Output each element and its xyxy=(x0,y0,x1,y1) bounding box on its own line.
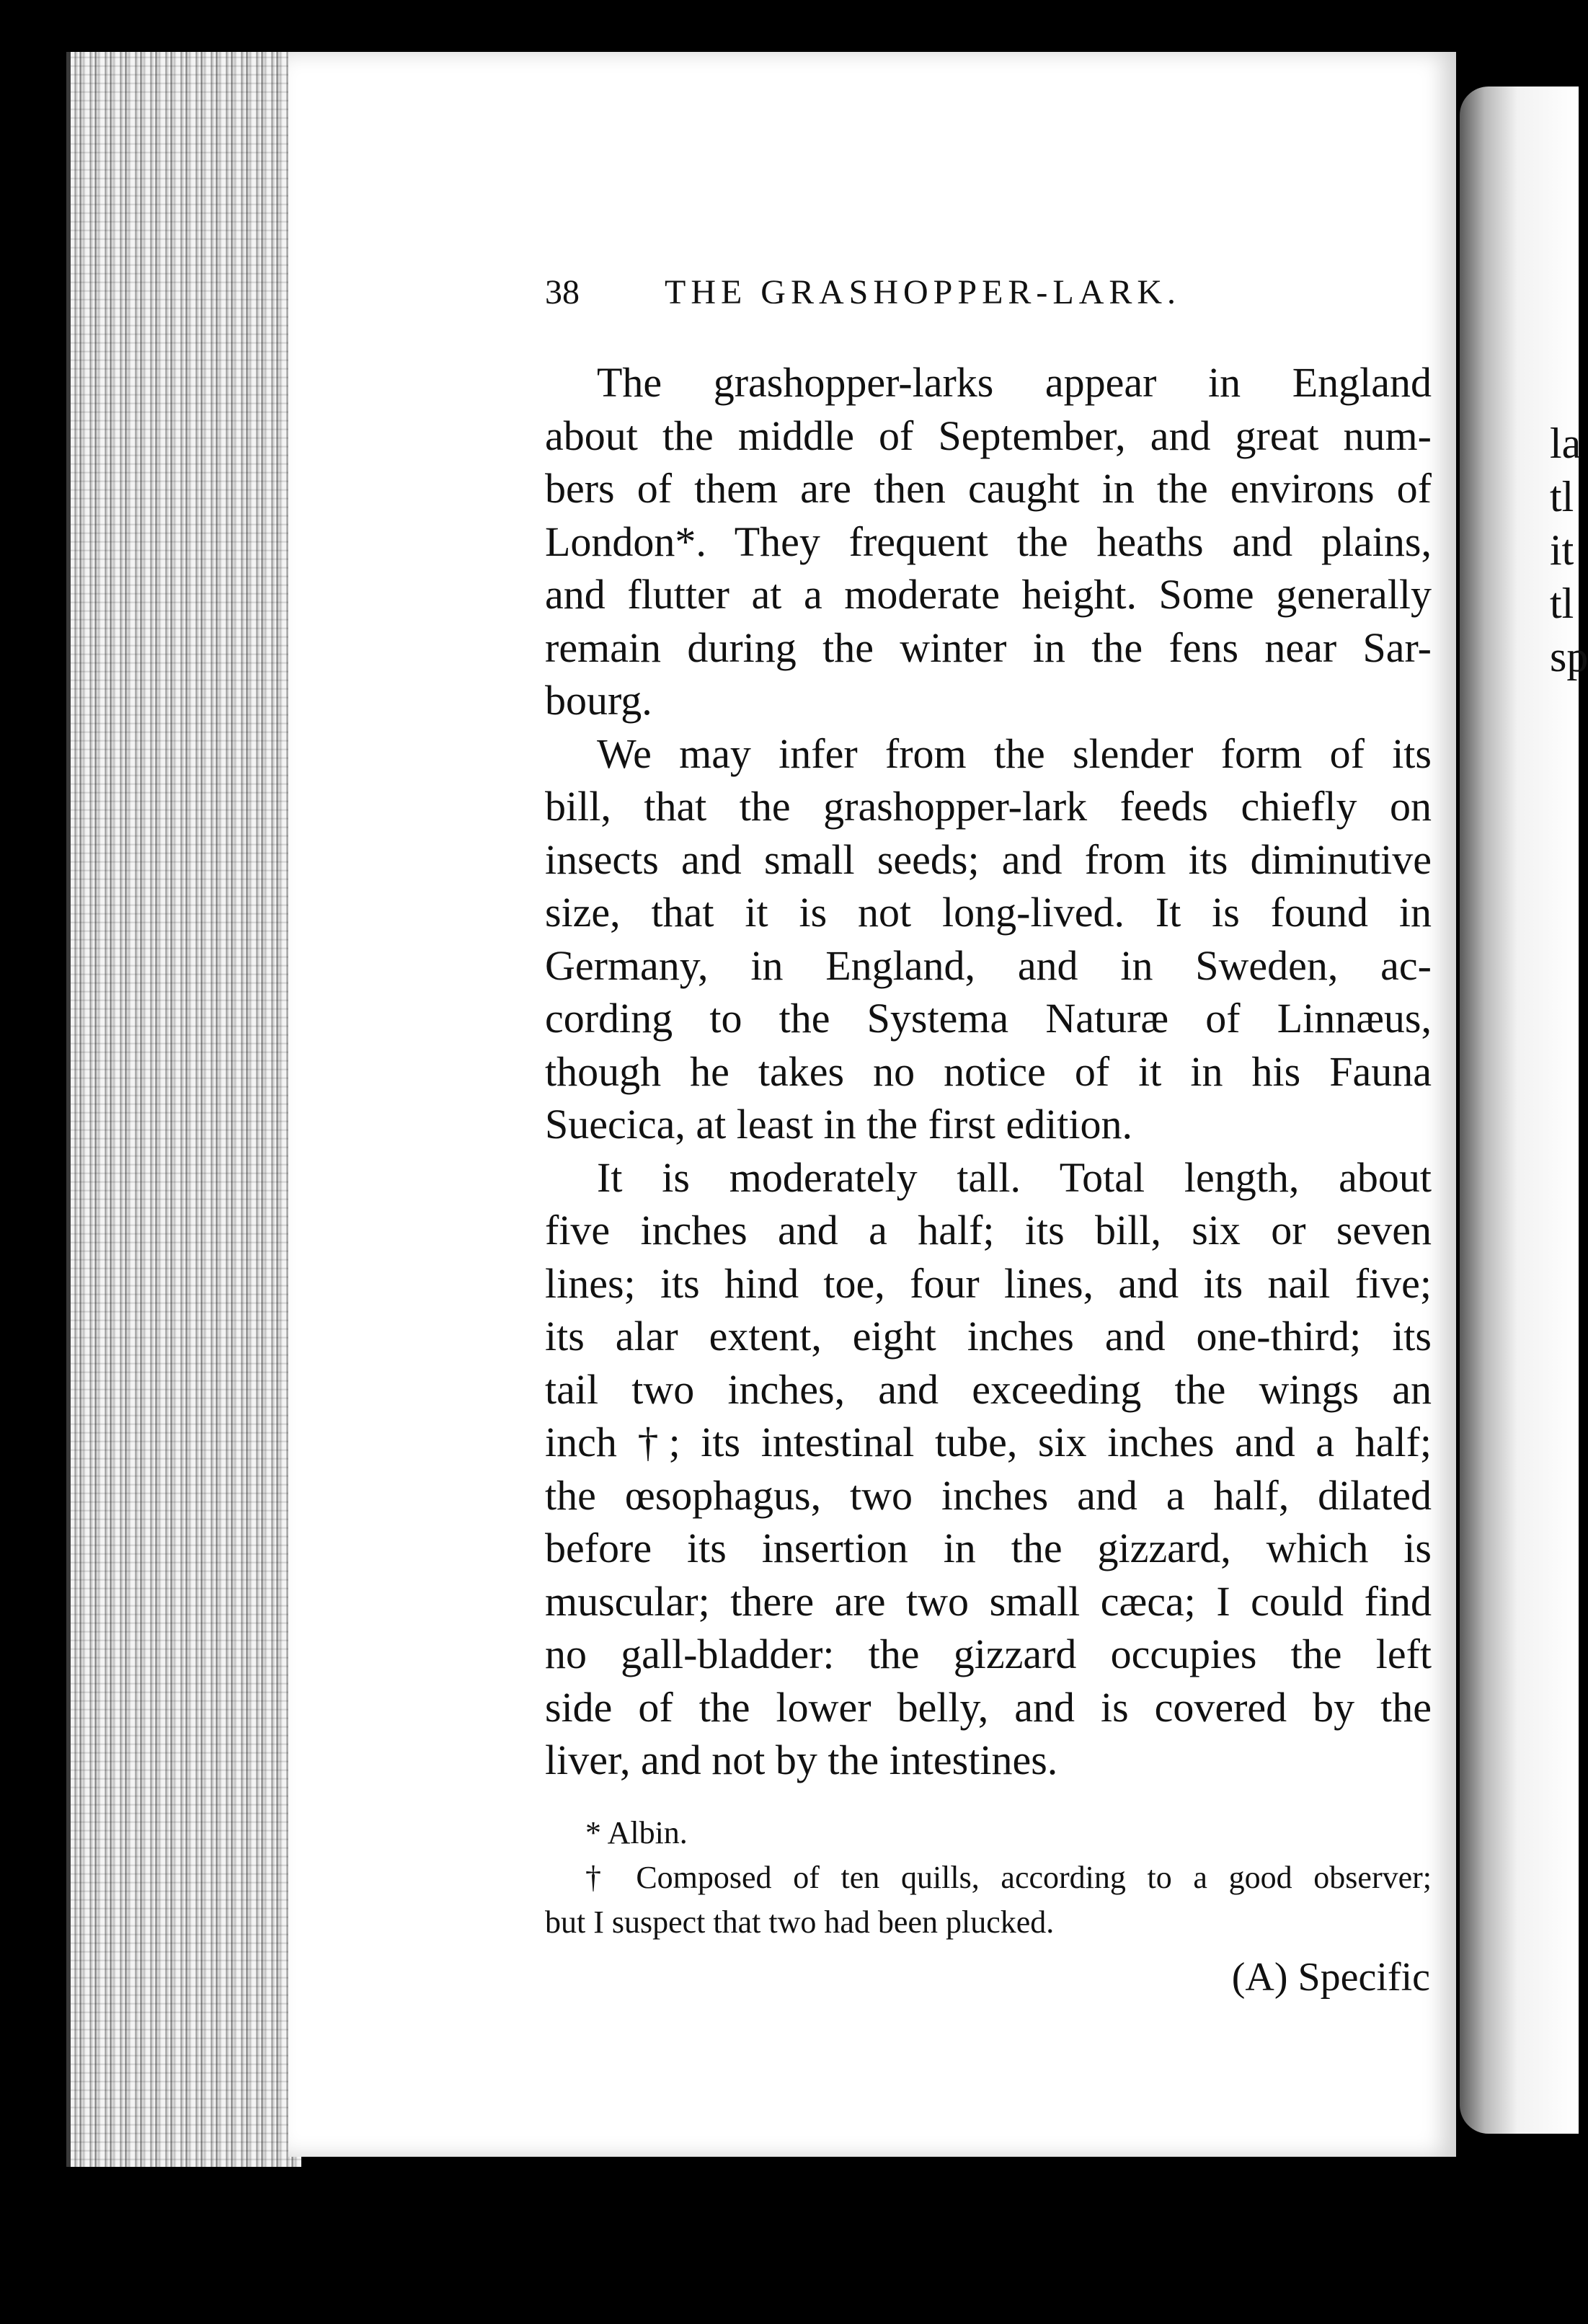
catchword: (A) Specific xyxy=(1231,1955,1430,2000)
text-line: remain during the winter in the fens near Sar- xyxy=(545,624,1432,671)
text-line: side of the lower belly, and is covered by the xyxy=(545,1683,1432,1731)
text-line: The grashopper-larks appear in England xyxy=(597,359,1432,406)
text-line: muscular; there are two small cæca; I could find xyxy=(545,1577,1432,1625)
text-line: Germany, in England, and in Sweden, ac- xyxy=(545,941,1432,989)
facing-page-edge xyxy=(1460,87,1582,2134)
text-line: before its insertion in the gizzard, which is xyxy=(545,1525,1432,1571)
running-head xyxy=(545,272,1309,330)
text-line: its alar extent, eight inches and one-third; its xyxy=(545,1313,1432,1360)
text-line: insects and small seeds; and from its diminutive xyxy=(545,835,1432,883)
book-page-edges xyxy=(66,52,301,2167)
footnotes xyxy=(545,1811,1432,1945)
text-line: lines; its hind toe, four lines, and its nail five; xyxy=(545,1259,1432,1307)
text-line: five inches and a half; its bill, six or seven xyxy=(545,1207,1432,1254)
text-line: Suecica, at least in the first edition. xyxy=(545,1101,1132,1148)
footnote-albin: * Albin. xyxy=(585,1815,688,1850)
facing-page-fragment: it xyxy=(1550,526,1574,574)
text-line: though he takes no notice of it in his Fauna xyxy=(545,1047,1432,1095)
facing-page-fragment: tl xyxy=(1550,473,1574,520)
facing-page-fragment: la xyxy=(1550,420,1582,467)
footnote-dagger-continued: but I suspect that two had been plucked. xyxy=(545,1904,1055,1940)
running-title: THE GRASHOPPER-LARK. xyxy=(665,273,1181,311)
text-line: bers of them are then caught in the environs of xyxy=(545,465,1432,512)
text-line: London*. They frequent the heaths and plains, xyxy=(545,518,1432,565)
text-line: and flutter at a moderate height. Some generally xyxy=(545,571,1432,618)
text-line: inch †; its intestinal tube, six inches and a half; xyxy=(545,1419,1432,1465)
footnote-dagger: † Composed of ten quills, according to a good observer; xyxy=(585,1860,1432,1895)
text-line: cording to the Systema Naturæ of Linnæus, xyxy=(545,995,1432,1042)
page-number: 38 xyxy=(545,273,580,311)
text-line: It is moderately tall. Total length, about xyxy=(597,1153,1432,1201)
text-line: bourg. xyxy=(545,677,652,724)
text-line: liver, and not by the intestines. xyxy=(545,1737,1058,1783)
text-line: about the middle of September, and great num- xyxy=(545,412,1432,459)
text-line: We may infer from the slender form of its xyxy=(597,729,1432,777)
facing-page-fragment: sp xyxy=(1550,633,1588,680)
text-line: size, that it is not long-lived. It is found in xyxy=(545,889,1432,936)
text-line: no gall-bladder: the gizzard occupies the left xyxy=(545,1631,1432,1677)
facing-page-fragment: tl xyxy=(1550,580,1574,627)
text-line: the œsophagus, two inches and a half, dilated xyxy=(545,1471,1432,1519)
text-line: bill, that the grashopper-lark feeds chiefly on xyxy=(545,783,1432,830)
text-line: tail two inches, and exceeding the wings an xyxy=(545,1365,1432,1413)
body-text xyxy=(545,356,1432,1787)
